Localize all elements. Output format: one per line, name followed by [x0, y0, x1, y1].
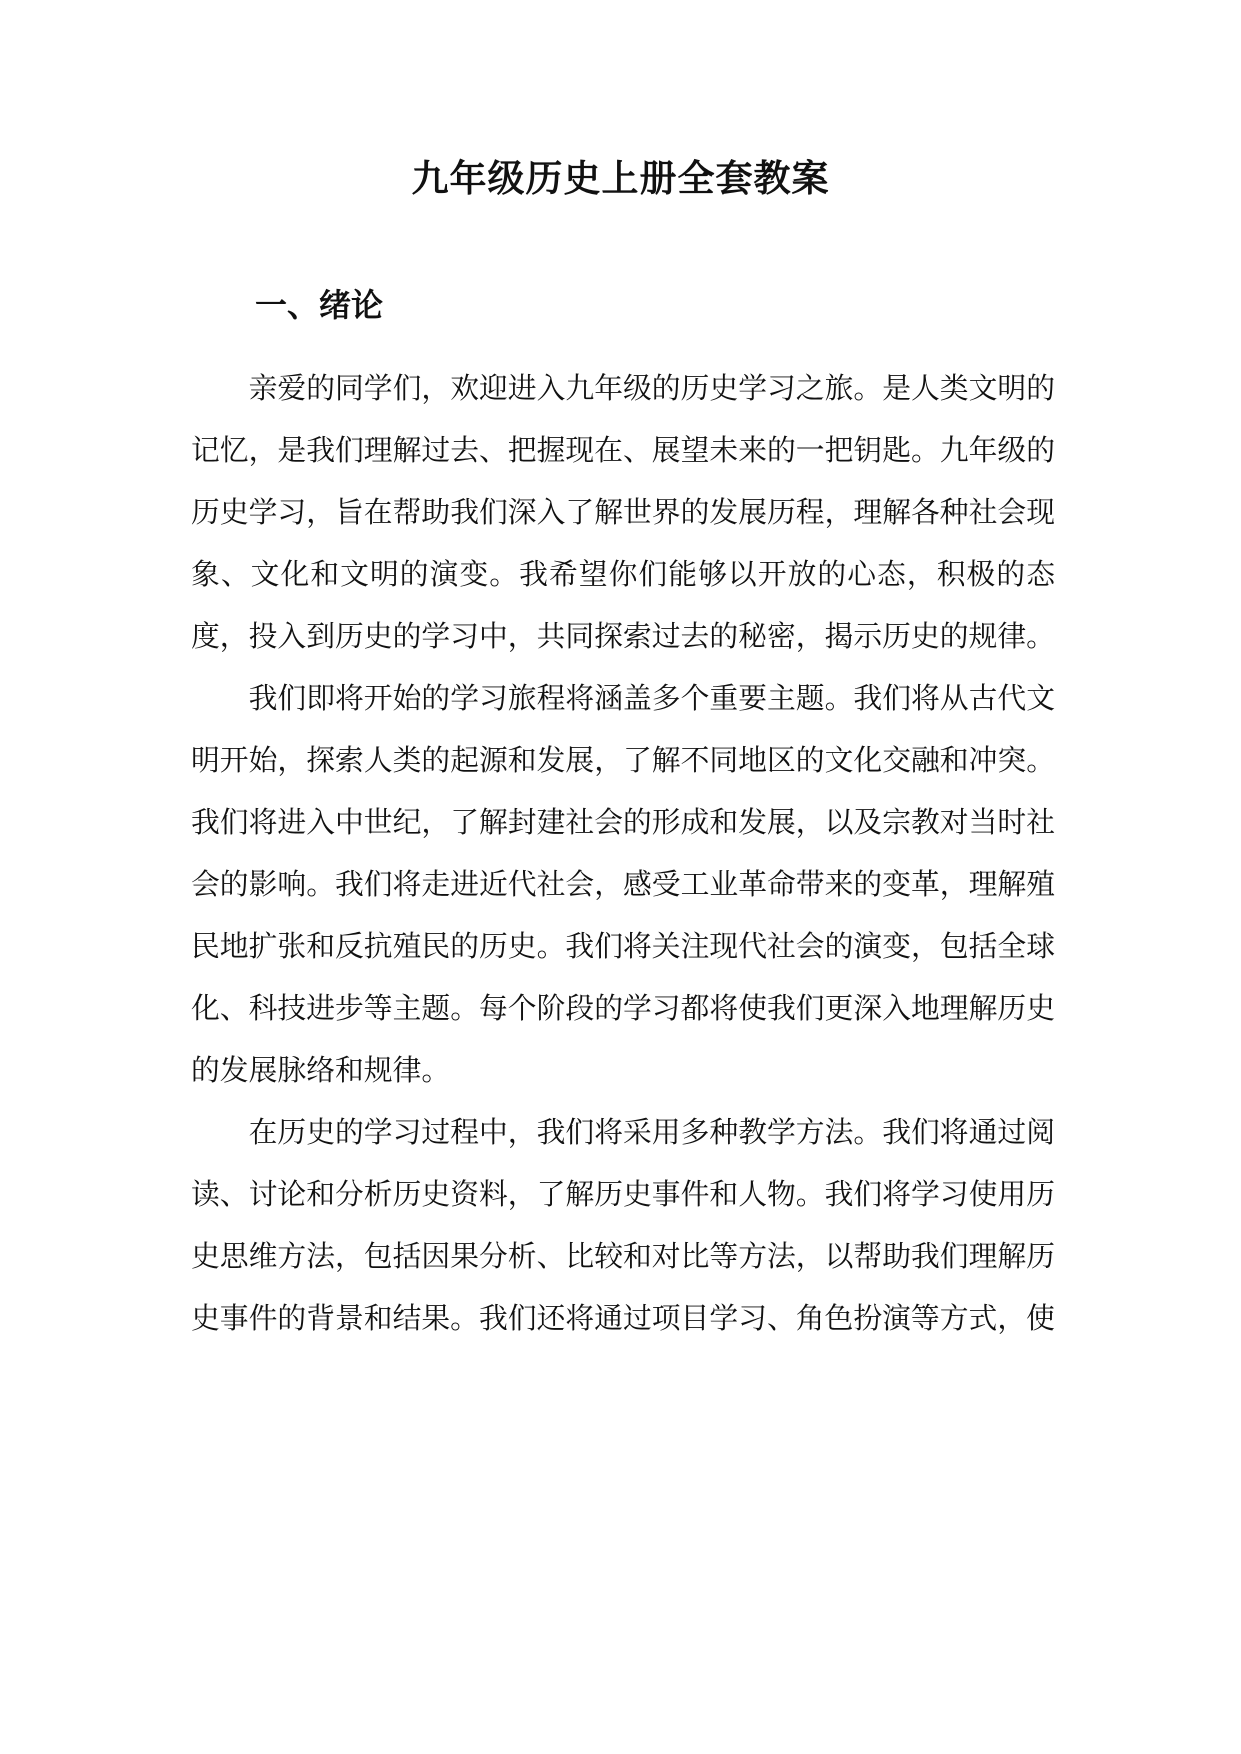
paragraph-2: 我们即将开始的学习旅程将涵盖多个重要主题。我们将从古代文明开始，探索人类的起源和发展，了解不同地区的文化交融和冲突。我们将进入中世纪，了解封建社会的形成和发展，以及宗教对当时社会的影响。我们将走进近代社会，感受工业革命带来的变革，理解殖民地扩张和反抗殖民的历史。我们将关注现代社会的演变，包括全球化、科技进步等主题。每个阶段的学习都将使我们更深入地理解历史的发展脉络和规律。 — [191, 681, 1055, 1087]
paragraph-1: 亲爱的同学们，欢迎进入九年级的历史学习之旅。是人类文明的记忆，是我们理解过去、把握现在、展望未来的一把钥匙。九年级的历史学习，旨在帮助我们深入了解世界的发展历程，理解各种社会现象、文化和文明的演变。我希望你们能够以开放的心态，积极的态度，投入到历史的学习中，共同探索过去的秘密，揭示历史的规律。 — [191, 371, 1055, 653]
paragraph-3: 在历史的学习过程中，我们将采用多种教学方法。我们将通过阅读、讨论和分析历史资料，了解历史事件和人物。我们将学习使用历史思维方法，包括因果分析、比较和对比等方法，以帮助我们理解历史事件的背景和结果。我们还将通过项目学习、角色扮演等方式，使 — [191, 1115, 1055, 1335]
section-body — [191, 357, 1055, 1349]
section-heading: 一、绪论 — [255, 286, 384, 324]
document-title: 九年级历史上册全套教案 — [411, 156, 830, 200]
